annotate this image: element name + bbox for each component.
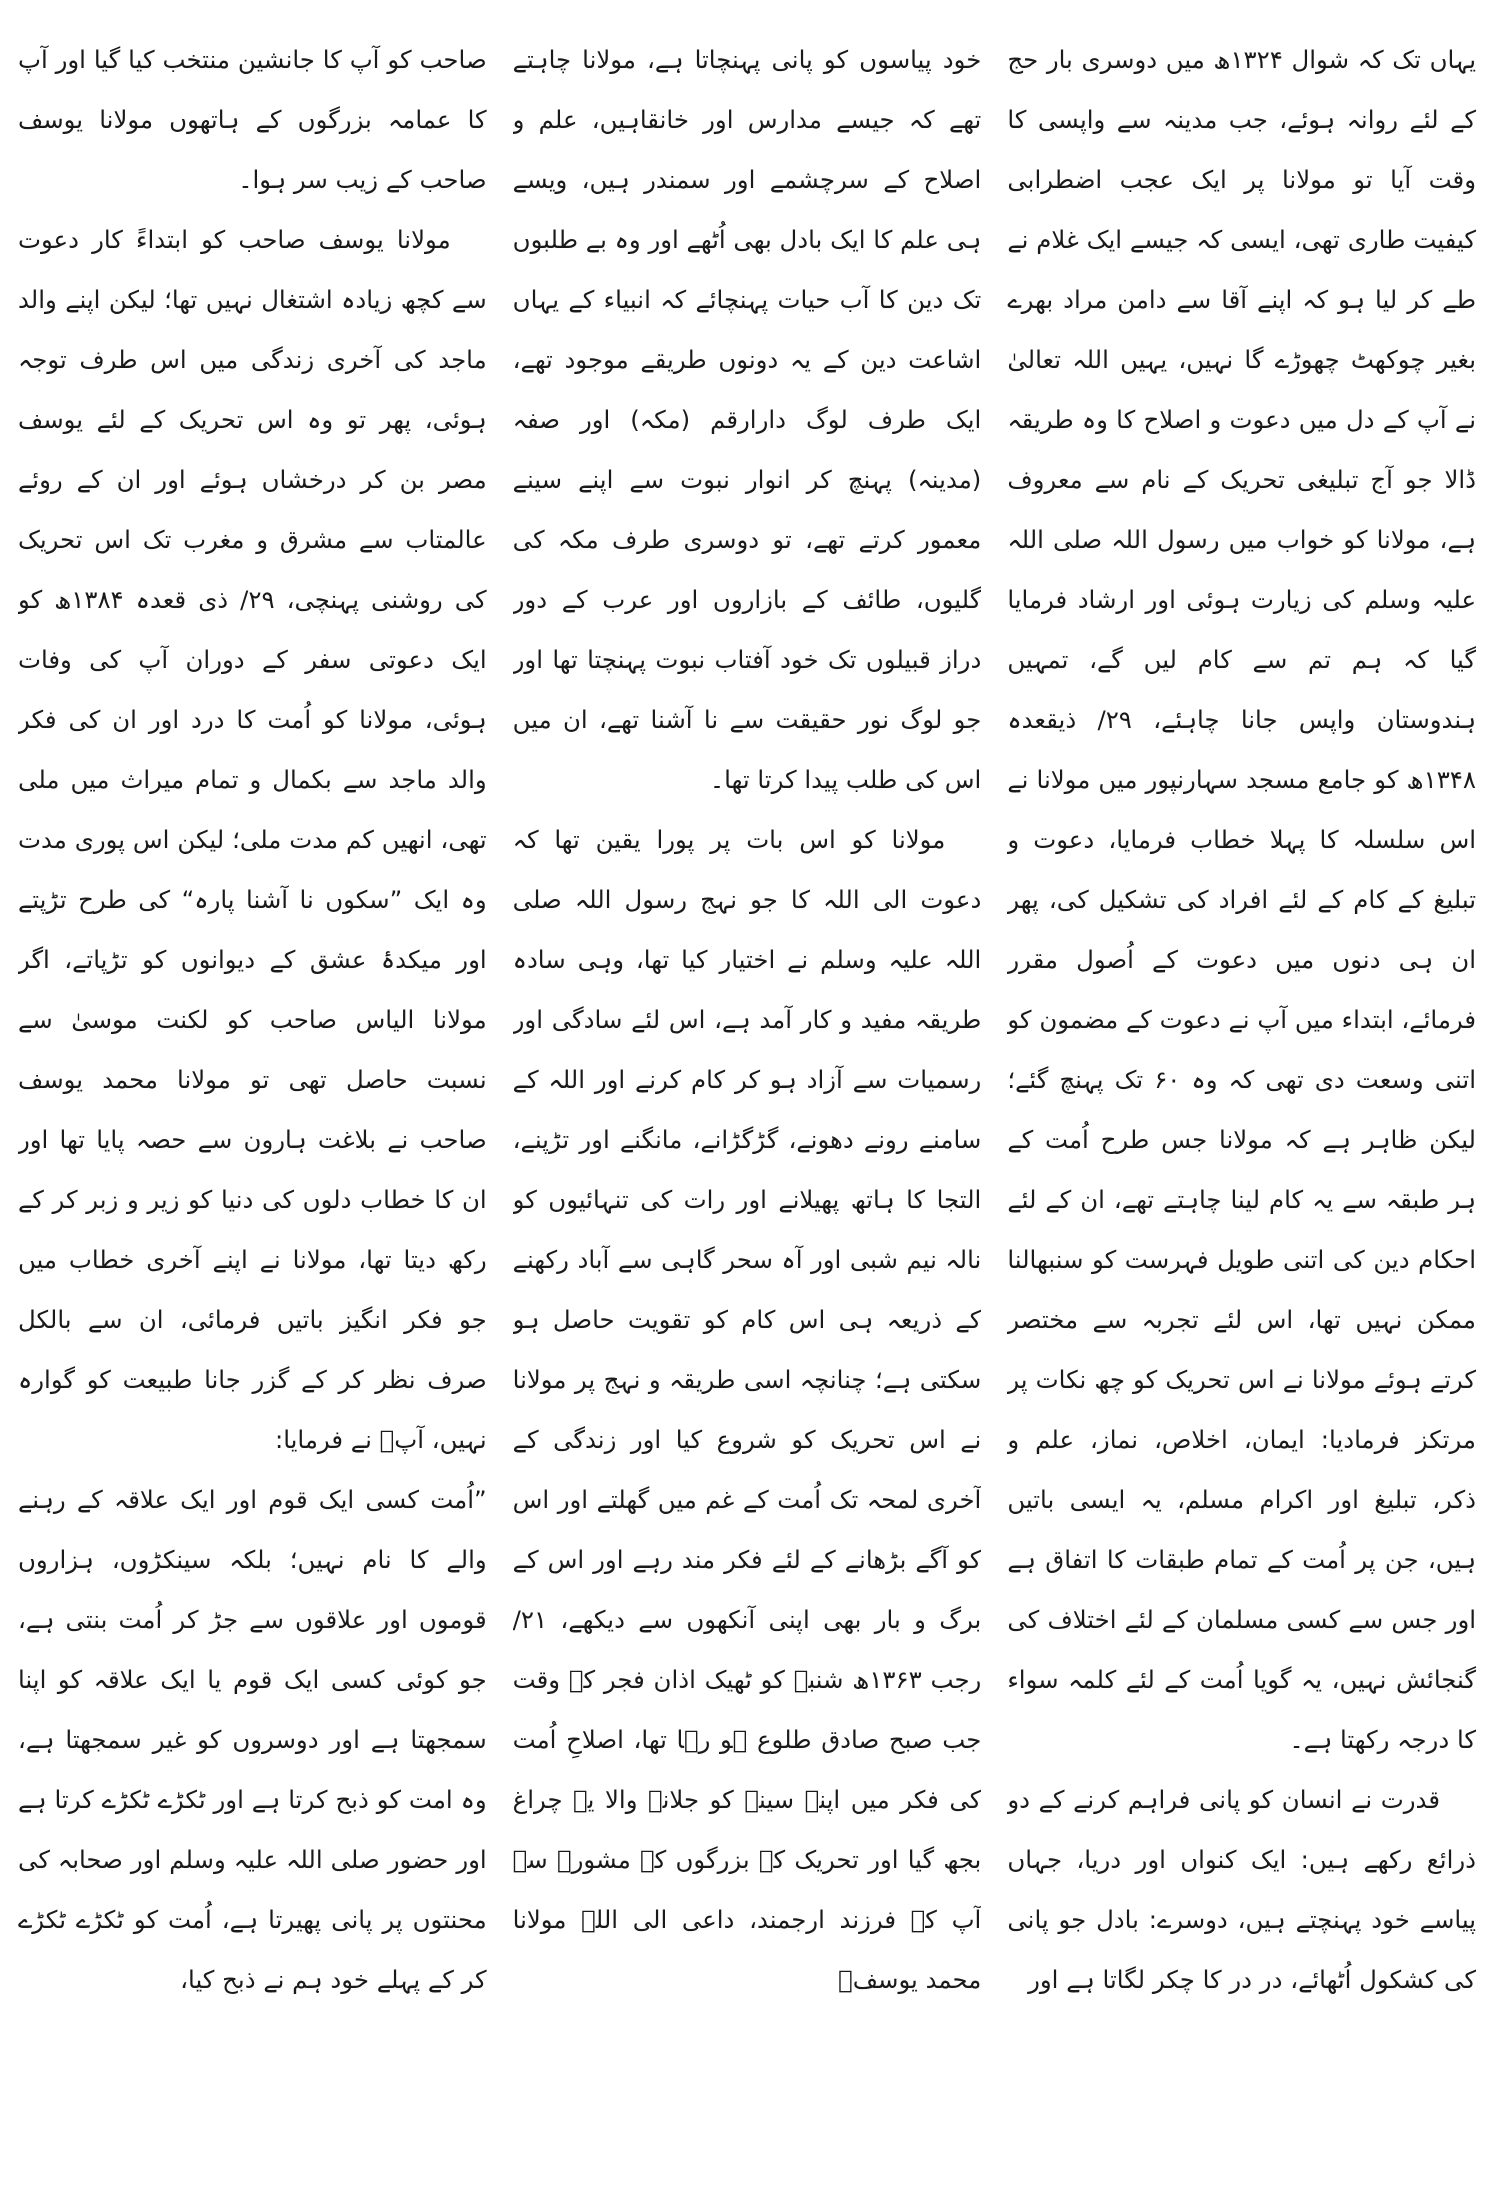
paragraph: خود پیاسوں کو پانی پہنچاتا ہے، مولانا چاہتے تھے کہ جیسے مدارس اور خانقاہیں، علم و اصلاح کے سرچشمے اور سمندر ہیں، ویسے ہی علم کا ایک بادل بھی اُٹھے اور وہ بے طلبوں تک دین کا آب حیات پہنچائے کہ انبیاء کے یہاں اشاعت دین کے یہ دونوں طریقے موجود تھے، ایک طرف لوگ دارارقم (مکہ) اور صفہ (مدینہ) پہنچ کر انوار نبوت سے اپنے سینے معمور کرتے تھے، تو دوسری طرف مکہ کی گلیوں، طائف کے بازاروں اور عرب کے دور دراز قبیلوں تک خود آفتاب نبوت پہنچتا تھا اور جو لوگ نور حقیقت سے نا آشنا تھے، ان میں اس کی طلب پیدا کرتا تھا۔ (512, 45, 982, 794)
paragraph: مولانا یوسف صاحب کو ابتداءً کار دعوت سے کچھ زیادہ اشتغال نہیں تھا؛ لیکن اپنے والد ماجد کی آخری زندگی میں اس طرف توجہ ہوئی، پھر تو وہ اس تحریک کے لئے یوسف مصر بن کر درخشاں ہوئے اور ان کے روئے عالمتاب سے مشرق و مغرب تک اس تحریک کی روشنی پہنچی، ۲۹/ ذی قعدہ ۱۳۸۴ھ کو ایک دعوتی سفر کے دوران آپ کی وفات ہوئی، مولانا کو اُمت کا درد اور ان کی فکر والد ماجد سے بکمال و تمام میراث میں ملی تھی، انھیں کم مدت ملی؛ لیکن اس پوری مدت وہ ایک ”سکوں نا آشنا پارہ“ کی طرح تڑپتے اور میکدۂ عشق کے دیوانوں کو تڑپاتے، اگر مولانا الیاس صاحب کو لکنت موسیٰ سے نسبت حاصل تھی تو مولانا محمد یوسف صاحب نے بلاغت ہارون سے حصہ پایا تھا اور ان کا خطاب دلوں کی دنیا کو زیر و زبر کر کے رکھ دیتا تھا، مولانا نے اپنے آخری خطاب میں جو فکر انگیز باتیں فرمائی، ان سے بالکل صرف نظر کر کے گزر جانا طبیعت کو گوارہ نہیں، آپؒ نے فرمایا: (17, 225, 487, 1454)
paragraph: صاحب کو آپ کا جانشین منتخب کیا گیا اور آپ کا عمامہ بزرگوں کے ہاتھوں مولانا یوسف صاحب کے زیب سر ہوا۔ (17, 45, 487, 194)
text-column-right (1007, 30, 1476, 2180)
paragraph: ”اُمت کسی ایک قوم اور ایک علاقہ کے رہنے والے کا نام نہیں؛ بلکہ سینکڑوں، ہزاروں قوموں اور علاقوں سے جڑ کر اُمت بنتی ہے، جو کوئی کسی ایک قوم یا ایک علاقہ کو اپنا سمجھتا ہے اور دوسروں کو غیر سمجھتا ہے، وہ امت کو ذبح کرتا ہے اور ٹکڑے ٹکڑے کرتا ہے اور حضور صلی اللہ علیہ وسلم اور صحابہ کی محنتوں پر پانی پھیرتا ہے، اُمت کو ٹکڑے ٹکڑے کر کے پہلے خود ہم نے ذبح کیا، (17, 1485, 487, 1994)
text-column-left (18, 30, 487, 2180)
paragraph: مولانا کو اس بات پر پورا یقین تھا کہ دعوت الی اللہ کا جو نہج رسول اللہ صلی اللہ علیہ وسلم نے اختیار کیا تھا، وہی سادہ طریقہ مفید و کار آمد ہے، اس لئے سادگی اور رسمیات سے آزاد ہو کر کام کرنے اور اللہ کے سامنے رونے دھونے، گڑگڑانے، مانگنے اور تڑپنے، التجا کا ہاتھ پھیلانے اور رات کی تنہائیوں کو نالہ نیم شبی اور آہ سحر گاہی سے آباد رکھنے کے ذریعہ ہی اس کام کو تقویت حاصل ہو سکتی ہے؛ چنانچہ اسی طریقہ و نہج پر مولانا نے اس تحریک کو شروع کیا اور زندگی کے آخری لمحہ تک اُمت کے غم میں گھلتے اور اس کو آگے بڑھانے کے لئے فکر مند رہے اور اس کے برگ و بار بھی اپنی آنکھوں سے دیکھے، ۲۱/ رجب ۱۳۶۳ھ شنبہ کو ٹھیک اذان فجر کے وقت جب صبح صادق طلوع ہو رہا تھا، اصلاحِ اُمت کی فکر میں اپنے سینہ کو جلانے والا یہ چراغ بجھ گیا اور تحریک کے بزرگوں کے مشورہ سے آپ کے فرزند ارجمند، داعی الی اللہ مولانا محمد یوسفؒ (512, 825, 982, 1994)
paragraph: قدرت نے انسان کو پانی فراہم کرنے کے دو ذرائع رکھے ہیں: ایک کنواں اور دریا، جہاں پیاسے خود پہنچتے ہیں، دوسرے: بادل جو پانی کی کشکول اُٹھائے، در در کا چکر لگاتا ہے اور (1007, 1785, 1476, 1994)
text-column-middle (513, 30, 982, 2180)
paragraph: یہاں تک کہ شوال ۱۳۲۴ھ میں دوسری بار حج کے لئے روانہ ہوئے، جب مدینہ سے واپسی کا وقت آیا تو مولانا پر ایک عجب اضطرابی کیفیت طاری تھی، ایسی کہ جیسے ایک غلام نے طے کر لیا ہو کہ اپنے آقا سے دامن مراد بھرے بغیر چوکھٹ چھوڑے گا نہیں، یہیں اللہ تعالیٰ نے آپ کے دل میں دعوت و اصلاح کا وہ طریقہ ڈالا جو آج تبلیغی تحریک کے نام سے معروف ہے، مولانا کو خواب میں رسول اللہ صلی اللہ علیہ وسلم کی زیارت ہوئی اور ارشاد فرمایا گیا کہ ہم تم سے کام لیں گے، تمہیں ہندوستان واپس جانا چاہئے، ۲۹/ ذیقعدہ ۱۳۴۸ھ کو جامع مسجد سہارنپور میں مولانا نے اس سلسلہ کا پہلا خطاب فرمایا، دعوت و تبلیغ کے کام کے لئے افراد کی تشکیل کی، پھر ان ہی دنوں میں دعوت کے اُصول مقرر فرمائے، ابتداء میں آپ نے دعوت کے مضمون کو اتنی وسعت دی تھی کہ وہ ۶۰ تک پہنچ گئے؛ لیکن ظاہر ہے کہ مولانا جس طرح اُمت کے ہر طبقہ سے یہ کام لینا چاہتے تھے، ان کے لئے احکام دین کی اتنی طویل فہرست کو سنبھالنا ممکن نہیں تھا، اس لئے تجربہ سے مختصر کرتے ہوئے مولانا نے اس تحریک کو چھ نکات پر مرتکز فرمادیا: ایمان، اخلاص، نماز، علم و ذکر، تبلیغ اور اکرام مسلم، یہ ایسی باتیں ہیں، جن پر اُمت کے تمام طبقات کا اتفاق ہے اور جس سے کسی مسلمان کے لئے اختلاف کی گنجائش نہیں، یہ گویا اُمت کے لئے کلمہ سواء کا درجہ رکھتا ہے۔ (1007, 45, 1476, 1754)
